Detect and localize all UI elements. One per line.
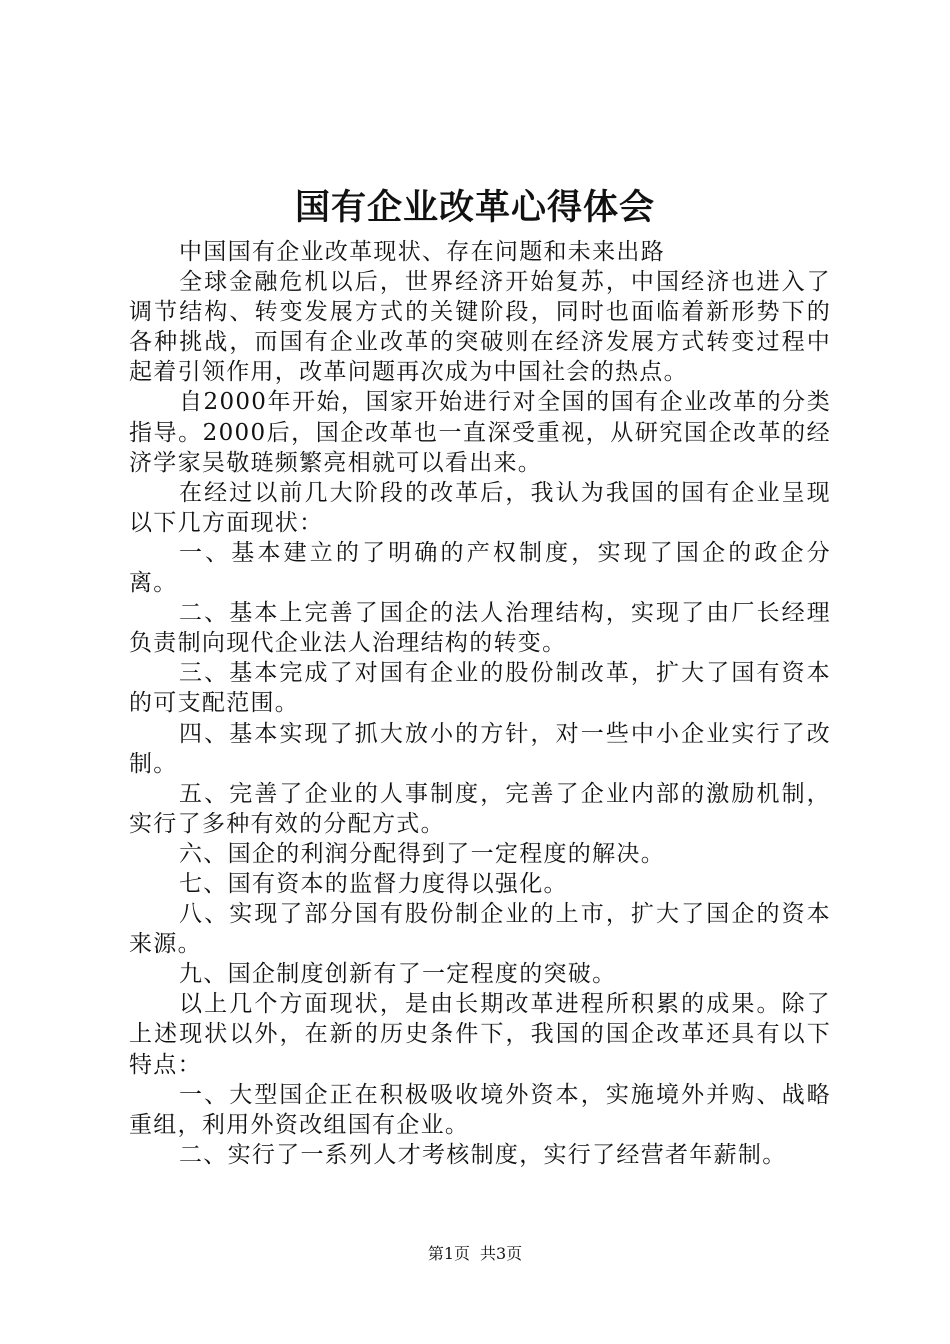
paragraph: 二、实行了一系列人才考核制度，实行了经营者年薪制。 bbox=[179, 1141, 787, 1168]
document-title: 国有企业改革心得体会 bbox=[294, 187, 655, 228]
paragraph: 七、国有资本的监督力度得以强化。 bbox=[179, 870, 568, 897]
page-footer bbox=[0, 1243, 950, 1265]
page-number: 第1页 bbox=[427, 1244, 470, 1263]
paragraph: 六、国企的利润分配得到了一定程度的解决。 bbox=[179, 840, 665, 867]
paragraph: 八、实现了部分国有股份制企业的上市，扩大了国企的资本来源。 bbox=[129, 901, 831, 958]
paragraph: 一、大型国企正在积极吸收境外资本，实施境外并购、战略重组，利用外资改组国有企业。 bbox=[129, 1081, 831, 1138]
paragraph: 以上几个方面现状，是由长期改革进程所积累的成果。除了上述现状以外，在新的历史条件下，我国的国企改革还具有以下特点： bbox=[129, 991, 831, 1078]
paragraph: 自2000年开始，国家开始进行对全国的国有企业改革的分类指导。2000后，国企改革也一直深受重视，从研究国企改革的经济学家吴敬琏频繁亮相就可以看出来。 bbox=[129, 389, 831, 476]
paragraph: 在经过以前几大阶段的改革后，我认为我国的国有企业呈现以下几方面现状： bbox=[129, 479, 831, 536]
paragraph: 全球金融危机以后，世界经济开始复苏，中国经济也进入了调节结构、转变发展方式的关键阶段，同时也面临着新形势下的各种挑战，而国有企业改革的突破则在经济发展方式转变过程中起着引领作用，改革问题再次成为中国社会的热点。 bbox=[129, 269, 831, 386]
paragraph: 三、基本完成了对国有企业的股份制改革，扩大了国有资本的可支配范围。 bbox=[129, 660, 831, 717]
paragraph: 二、基本上完善了国企的法人治理结构，实现了由厂长经理负责制向现代企业法人治理结构的转变。 bbox=[129, 600, 831, 657]
document-body bbox=[129, 237, 831, 1170]
paragraph: 五、完善了企业的人事制度，完善了企业内部的激励机制，实行了多种有效的分配方式。 bbox=[129, 780, 831, 837]
paragraph: 九、国企制度创新有了一定程度的突破。 bbox=[179, 961, 617, 988]
paragraph: 四、基本实现了抓大放小的方针，对一些中小企业实行了改制。 bbox=[129, 720, 831, 777]
paragraph: 一、基本建立的了明确的产权制度，实现了国企的政企分离。 bbox=[129, 539, 831, 597]
page-total: 共3页 bbox=[480, 1244, 523, 1263]
paragraph: 中国国有企业改革现状、存在问题和未来出路 bbox=[179, 239, 665, 265]
